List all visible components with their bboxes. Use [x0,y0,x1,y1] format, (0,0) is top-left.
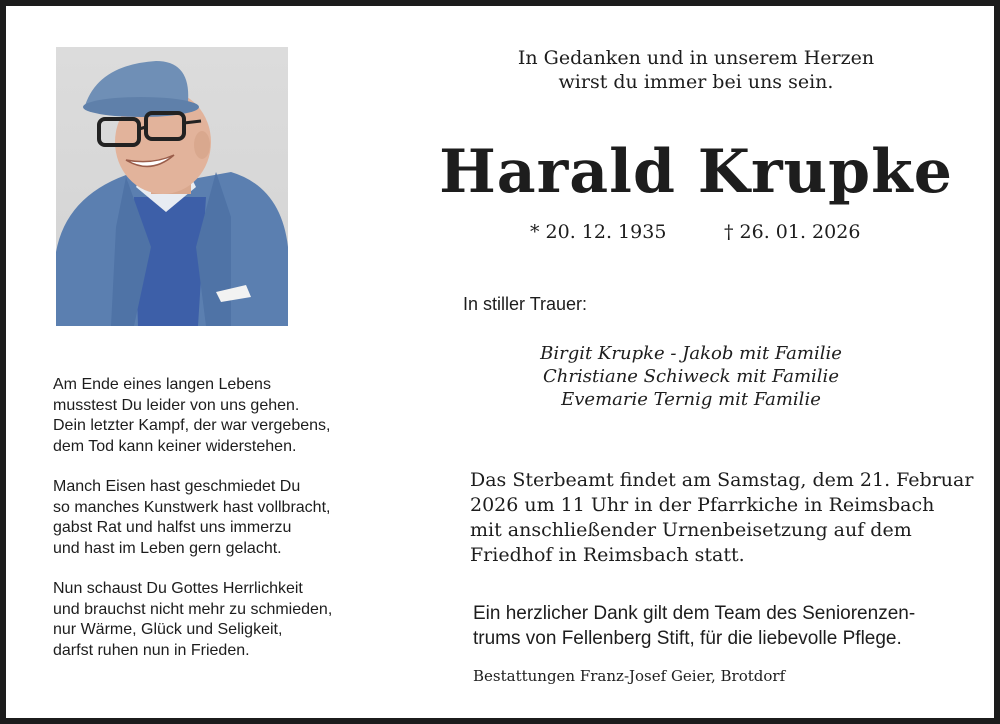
death-date: † 26. 01. 2026 [724,221,861,243]
poem-line: darfst ruhen nun in Frieden. [53,641,250,659]
funeral-home: Bestattungen Franz-Josef Geier, Brotdorf [473,667,786,685]
motto-line: wirst du immer bei uns sein. [558,71,834,93]
thanks-line: Ein herzlicher Dank gilt dem Team des Seniorenzen- [473,603,916,624]
relative-entry: Birgit Krupke - Jakob mit Familie [540,343,842,364]
poem-stanza [53,579,413,661]
thanks-line: trums von Fellenberg Stift, für die liebevolle Pflege. [473,628,902,649]
poem [53,375,413,681]
poem-line: Nun schaust Du Gottes Herrlichkeit [53,580,303,597]
poem-stanza [53,477,413,559]
poem-line: gabst Rat und halfst uns immerzu [53,519,292,536]
poem-line: nur Wärme, Glück und Seligkeit, [53,621,283,638]
relative-entry: Christiane Schiweck mit Familie [543,366,839,387]
service-line: mit anschließender Urnenbeisetzung auf dem [470,519,912,541]
service-notice [470,468,974,568]
poem-line: musstest Du leider von uns gehen. [53,396,300,414]
poem-line: Dein letzter Kampf, der war vergebens, [53,417,331,434]
service-line: Das Sterbeamt findet am Samstag, dem 21. Februar [470,469,974,491]
poem-line: und hast im Leben gern gelacht. [53,539,282,557]
mourning-label: In stiller Trauer: [463,294,588,314]
poem-line: so manches Kunstwerk hast vollbracht, [53,498,331,516]
service-line: 2026 um 11 Uhr in der Pfarrkiche in Reimsbach [470,494,935,516]
portrait-photo [56,47,288,326]
poem-line: dem Tod kann keiner widerstehen. [53,437,297,455]
relatives-list [486,342,896,411]
relative-entry: Evemarie Ternig mit Familie [561,389,821,410]
poem-line: und brauchst nicht mehr zu schmieden, [53,600,333,618]
deceased-name: Harald Krupke [439,137,953,207]
service-line: Friedhof in Reimsbach statt. [470,544,745,566]
poem-line: Manch Eisen hast geschmiedet Du [53,478,301,495]
birth-date: * 20. 12. 1935 [530,221,667,243]
motto [466,46,926,94]
thanks-notice [473,601,993,651]
poem-line: Am Ende eines langen Lebens [53,376,271,393]
motto-line: In Gedanken und in unserem Herzen [517,47,875,69]
poem-stanza [53,375,413,457]
